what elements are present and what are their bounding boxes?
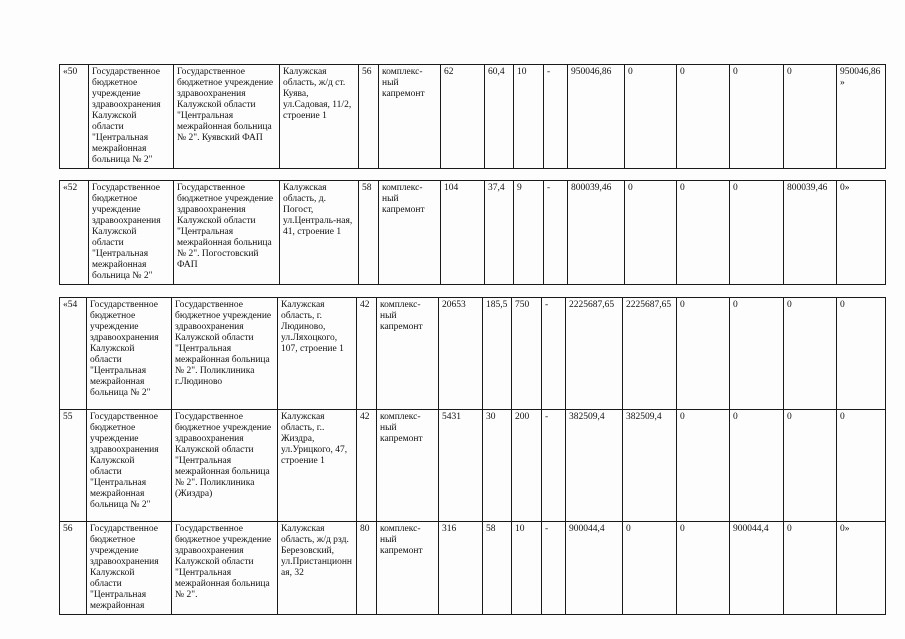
table-row xyxy=(60,522,886,615)
row-number: «50 xyxy=(60,65,89,169)
amount-cell: 900044,4 xyxy=(566,522,623,615)
object-cell: Государственное бюджетное учреждение здравоохранения Калужской области "Центральная межрайонная больница № 2". Куявский ФАП xyxy=(174,65,280,169)
amount-cell: 0 xyxy=(677,410,730,522)
address-cell: Калужская область, г.. Жиздра, ул.Урицкого, 47, строение 1 xyxy=(278,410,357,522)
value-cell: 58 xyxy=(359,181,379,285)
value-cell: 5431 xyxy=(439,410,483,522)
value-cell: - xyxy=(542,298,566,410)
object-cell: Государственное бюджетное учреждение здравоохранения Калужской области "Центральная межрайонная больница № 2". Погостовский ФАП xyxy=(174,181,280,285)
row-number: «52 xyxy=(60,181,89,285)
value-cell: - xyxy=(542,522,566,615)
value-cell: 80 xyxy=(357,522,377,615)
amount-cell: 0 xyxy=(730,410,784,522)
value-cell: - xyxy=(542,410,566,522)
amount-cell: 0 xyxy=(625,181,677,285)
value-cell: 9 xyxy=(514,181,544,285)
work-type-cell: комплекс-ный капремонт xyxy=(379,65,441,169)
amount-cell: 382509,4 xyxy=(623,410,677,522)
table-fragment-2 xyxy=(59,180,886,285)
value-cell: 37,4 xyxy=(485,181,514,285)
amount-cell: 0 xyxy=(730,65,784,169)
value-cell: 42 xyxy=(357,298,377,410)
address-cell: Калужская область, г. Людиново, ул.Ляхоцкого, 107, строение 1 xyxy=(278,298,357,410)
amount-cell: 0 xyxy=(784,298,837,410)
amount-cell: 900044,4 xyxy=(730,522,784,615)
amount-cell: 2225687,65 xyxy=(623,298,677,410)
work-type-cell: комплекс-ный капремонт xyxy=(379,181,441,285)
amount-cell: 0» xyxy=(837,522,886,615)
amount-cell: 0 xyxy=(837,410,886,522)
table-row xyxy=(60,410,886,522)
value-cell: 200 xyxy=(512,410,542,522)
value-cell: 104 xyxy=(441,181,485,285)
table-fragment-3 xyxy=(59,297,886,615)
value-cell: 750 xyxy=(512,298,542,410)
organization-cell: Государственное бюджетное учреждение здравоохранения Калужской области "Центральная межрайонная больница № 2" xyxy=(89,181,174,285)
value-cell: 30 xyxy=(483,410,512,522)
amount-cell: 0 xyxy=(784,410,837,522)
object-cell: Государственное бюджетное учреждение здравоохранения Калужской области "Центральная межрайонная больница № 2". xyxy=(172,522,278,615)
value-cell: 62 xyxy=(441,65,485,169)
amount-cell: 950046,86» xyxy=(837,65,886,169)
value-cell: 185,5 xyxy=(483,298,512,410)
organization-cell: Государственное бюджетное учреждение здравоохранения Калужской области "Центральная межрайонная xyxy=(87,522,172,615)
object-cell: Государственное бюджетное учреждение здравоохранения Калужской области "Центральная межрайонная больница № 2". Поликлиника (Жиздра) xyxy=(172,410,278,522)
organization-cell: Государственное бюджетное учреждение здравоохранения Калужской области "Центральная межрайонная больница № 2" xyxy=(87,410,172,522)
amount-cell: 800039,46 xyxy=(784,181,837,285)
value-cell: 10 xyxy=(514,65,544,169)
table-row xyxy=(60,181,886,285)
amount-cell: 0 xyxy=(677,522,730,615)
value-cell: 20653 xyxy=(439,298,483,410)
value-cell: 10 xyxy=(512,522,542,615)
address-cell: Калужская область, д. Погост, ул.Централь-ная, 41, строение 1 xyxy=(280,181,359,285)
value-cell: - xyxy=(544,65,568,169)
address-cell: Калужская область, ж/д ст. Куява, ул.Садовая, 11/2, строение 1 xyxy=(280,65,359,169)
amount-cell: 0 xyxy=(623,522,677,615)
row-number: 55 xyxy=(60,410,87,522)
row-number: 56 xyxy=(60,522,87,615)
value-cell: 316 xyxy=(439,522,483,615)
value-cell: 58 xyxy=(483,522,512,615)
value-cell: - xyxy=(544,181,568,285)
amount-cell: 950046,86 xyxy=(568,65,625,169)
organization-cell: Государственное бюджетное учреждение здравоохранения Калужской области "Центральная межрайонная больница № 2" xyxy=(87,298,172,410)
amount-cell: 0 xyxy=(730,181,784,285)
work-type-cell: комплекс-ный капремонт xyxy=(377,298,439,410)
amount-cell: 2225687,65 xyxy=(566,298,623,410)
amount-cell: 0» xyxy=(837,181,886,285)
row-number: «54 xyxy=(60,298,87,410)
value-cell: 42 xyxy=(357,410,377,522)
value-cell: 60,4 xyxy=(485,65,514,169)
amount-cell: 0 xyxy=(784,65,837,169)
work-type-cell: комплекс-ный капремонт xyxy=(377,522,439,615)
amount-cell: 800039,46 xyxy=(568,181,625,285)
amount-cell: 0 xyxy=(677,65,730,169)
amount-cell: 0 xyxy=(677,181,730,285)
amount-cell: 0 xyxy=(677,298,730,410)
object-cell: Государственное бюджетное учреждение здравоохранения Калужской области "Центральная межрайонная больница № 2". Поликлиника г.Людиново xyxy=(172,298,278,410)
table-row xyxy=(60,298,886,410)
value-cell: 56 xyxy=(359,65,379,169)
table-fragment-1 xyxy=(59,64,886,169)
amount-cell: 0 xyxy=(784,522,837,615)
organization-cell: Государственное бюджетное учреждение здравоохранения Калужской области "Центральная межрайонная больница № 2" xyxy=(89,65,174,169)
amount-cell: 0 xyxy=(730,298,784,410)
table-row xyxy=(60,65,886,169)
address-cell: Калужская область, ж/д рзд. Березовский, ул.Пристанционная, 32 xyxy=(278,522,357,615)
work-type-cell: комплекс-ный капремонт xyxy=(377,410,439,522)
amount-cell: 0 xyxy=(625,65,677,169)
amount-cell: 382509,4 xyxy=(566,410,623,522)
amount-cell: 0 xyxy=(837,298,886,410)
